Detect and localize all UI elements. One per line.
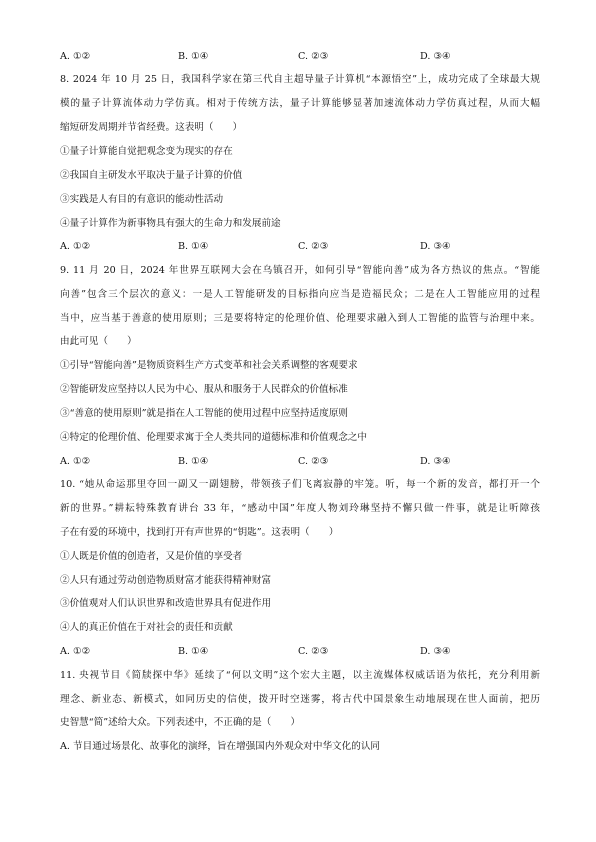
q8-options (60, 240, 540, 254)
q10-item: ②人只有通过劳动创造物质财富才能获得精神财富 (60, 575, 272, 586)
q9-stem-line: 当中，应当基于善意的使用原则；三是要将特定的伦理价值、伦理要求融入到人工智能的监管与治理中来。 (60, 313, 540, 324)
q9-item: ①引导“智能向善”是物质资料生产方式变革和社会关系调整的客观要求 (60, 360, 358, 371)
q8-stem-line: 8. 2024 年 10 月 25 日，我国科学家在第三代自主超导量子计算机“本源悟空”上，成功完成了全球最大规 (60, 74, 540, 85)
option-d: D. ③④ (420, 456, 451, 467)
option-b: B. ①④ (178, 646, 209, 657)
option-c: C. ②③ (298, 241, 329, 252)
q8-stem-line: 缩短研发周期并节省经费。这表明（ ） (60, 122, 243, 133)
option-b: B. ①④ (178, 456, 209, 467)
option-c: C. ②③ (298, 51, 329, 62)
option-a: A. ①② (60, 456, 91, 467)
q11-stem-line: 11. 央视节目《简牍探中华》延续了“何以文明”这个宏大主题，以主流媒体权威话语为依托，充分利用新 (60, 670, 540, 681)
q10-stem-line: 10. “她从命运那里夺回一副又一副翅膀，带领孩子们飞离寂静的牢笼。听，每一个新的发音，都打开一个 (60, 479, 540, 490)
option-b: B. ①④ (178, 241, 209, 252)
q9-stem-line: 9. 11 月 20 日，2024 年世界互联网大会在乌镇召开，如何引导“智能向善”成为各方热议的焦点。“智能 (60, 265, 540, 276)
option-a: A. ①② (60, 241, 91, 252)
q10-stem-line: 子在有爱的环境中，找到打开有声世界的“钥匙”。这表明（ ） (60, 527, 339, 538)
option-a: A. ①② (60, 51, 91, 62)
q10-item: ④人的真正价值在于对社会的责任和贡献 (60, 622, 233, 633)
q11-option-a: A. 节目通过场景化、故事化的演绎，旨在增强国内外观众对中华文化的认同 (60, 741, 381, 752)
q9-item: ③“善意的使用原则”就是指在人工智能的使用过程中应坚持适度原则 (60, 408, 349, 419)
q11-stem-line: 理念、新业态、新模式，如同历史的信使，拨开时空迷雾，将古代中国景象生动地展现在世人面前，把历 (60, 694, 540, 705)
option-d: D. ③④ (420, 646, 451, 657)
q10-item: ①人既是价值的创造者，又是价值的享受者 (60, 551, 243, 562)
option-b: B. ①④ (178, 51, 209, 62)
q7-options (60, 50, 540, 64)
option-d: D. ③④ (420, 241, 451, 252)
option-a: A. ①② (60, 646, 91, 657)
q9-stem-line: 由此可见（ ） (60, 336, 137, 347)
q9-item: ②智能研发应坚持以人民为中心、服从和服务于人民群众的价值标准 (60, 384, 348, 395)
q9-stem-line: 向善”包含三个层次的意义：一是人工智能研发的目标指向应当是造福民众；二是在人工智能应用的过程 (60, 289, 540, 300)
q8-item: ②我国自主研发水平取决于量子计算的价值 (60, 170, 243, 181)
q10-item: ③价值观对人们认识世界和改造世界具有促进作用 (60, 598, 272, 609)
q10-options (60, 645, 540, 659)
q8-item: ③实践是人有目的有意识的能动性活动 (60, 194, 224, 205)
q8-item: ④量子计算作为新事物具有强大的生命力和发展前途 (60, 218, 281, 229)
option-c: C. ②③ (298, 646, 329, 657)
q11-stem-line: 史智慧“简”述给大众。下列表述中，不正确的是（ ） (60, 717, 301, 728)
q8-stem-line: 模的量子计算流体动力学仿真。相对于传统方法，量子计算能够显著加速流体动力学仿真过程，从而大幅 (60, 98, 540, 109)
q9-item: ④特定的伦理价值、伦理要求寓于全人类共同的道德标准和价值观念之中 (60, 432, 367, 443)
q10-stem-line: 新的世界。”耕耘特殊教育讲台 33 年，“感动中国”年度人物刘玲琳坚持不懈只做一件事，就是让听障孩 (60, 503, 540, 514)
q9-options (60, 455, 540, 469)
option-c: C. ②③ (298, 456, 329, 467)
q8-item: ①量子计算能自觉把观念变为现实的存在 (60, 146, 233, 157)
option-d: D. ③④ (420, 51, 451, 62)
